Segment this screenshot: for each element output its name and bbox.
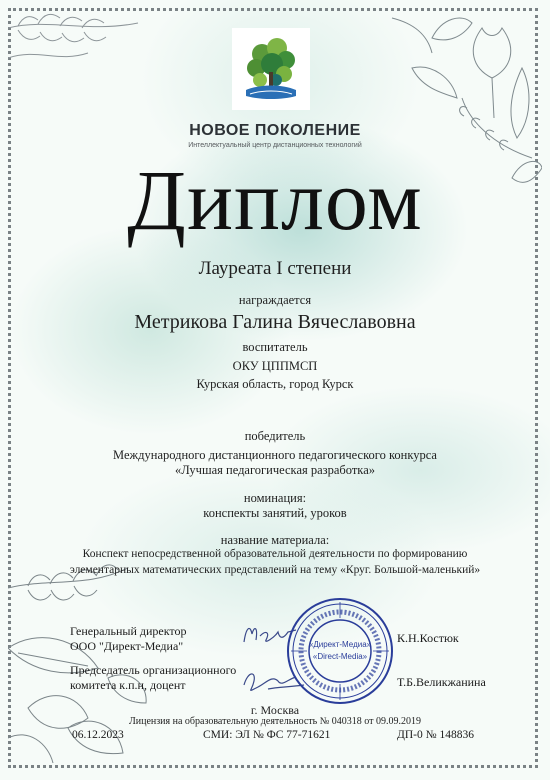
chair-name: Т.Б.Великжанина bbox=[397, 675, 486, 689]
nomination-label: номинация: bbox=[243, 491, 307, 505]
recipient-name: Метрикова Галина Вячеславовна bbox=[134, 311, 416, 333]
recipient-position: воспитатель bbox=[242, 340, 308, 354]
footer-license: Лицензия на образовательную деятельность № 040318 от 09.09.2019 bbox=[128, 716, 422, 727]
chair-title-2: комитета к.п.н, доцент bbox=[70, 678, 186, 692]
material-label: название материала: bbox=[220, 533, 330, 547]
degree: Лауреата I степени bbox=[198, 258, 352, 279]
contest-line-2: «Лучшая педагогическая разработка» bbox=[175, 463, 375, 477]
brand-subtitle: Интеллектуальный центр дистанционных технологий bbox=[188, 142, 362, 149]
footer-number: ДП-0 № 148836 bbox=[397, 729, 474, 741]
brand-logo bbox=[232, 28, 310, 110]
footer-city: г. Москва bbox=[250, 703, 300, 717]
director-title-2: ООО "Директ-Медиа" bbox=[70, 639, 184, 653]
stamp-line-1: «Директ-Медиа» bbox=[308, 640, 372, 649]
chair-title-1: Председатель организационного bbox=[70, 663, 237, 677]
official-stamp bbox=[285, 596, 395, 706]
director-name: К.Н.Костюк bbox=[397, 631, 459, 645]
recipient-organization: ОКУ ЦППМСП bbox=[232, 359, 318, 373]
diploma-title: Диплом bbox=[127, 152, 423, 248]
winner-label: победитель bbox=[244, 429, 306, 443]
director-title-1: Генеральный директор bbox=[70, 624, 187, 638]
footer-smi: СМИ: ЭЛ № ФС 77-71621 bbox=[203, 729, 331, 741]
contest-line-1: Международного дистанционного педагогического конкурса bbox=[113, 448, 437, 462]
recipient-location: Курская область, город Курск bbox=[196, 377, 354, 391]
material-line-2: элементарных математических представлений на тему «Круг. Большой-маленький» bbox=[69, 564, 481, 576]
leaves-decoration-top-left bbox=[8, 8, 168, 98]
awarded-label: награждается bbox=[238, 293, 312, 307]
nomination-value: конспекты занятий, уроков bbox=[203, 506, 347, 520]
footer-date: 06.12.2023 bbox=[72, 729, 124, 741]
stamp-line-2: «Direct-Media» bbox=[312, 652, 368, 661]
material-line-1: Конспект непосредственной образовательной деятельности по формированию bbox=[82, 548, 468, 560]
brand-name: НОВОЕ ПОКОЛЕНИЕ bbox=[189, 122, 361, 139]
